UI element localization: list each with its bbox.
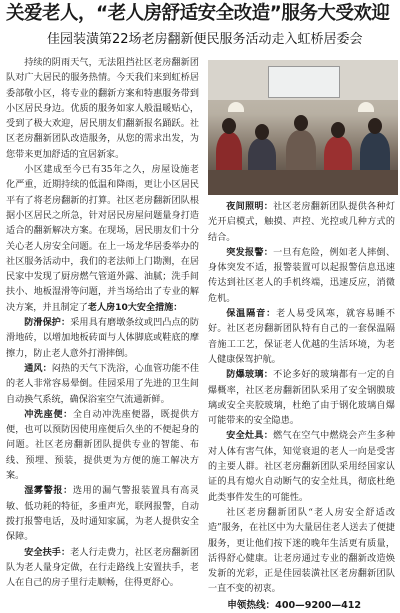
- measure-label: 夜间照明：: [226, 202, 274, 212]
- photo-person-head: [331, 122, 345, 138]
- photo-lamp: [228, 102, 244, 112]
- contact-hotline: 申领热线：400—9200—412: [227, 599, 362, 611]
- measures-heading: 老人房10大安全措施：: [87, 302, 183, 313]
- photo-table: [208, 170, 398, 195]
- paragraph: 防滑保护：采用具有磨墩条纹或凹凸点的防滑地砖，以增加地板砖面与人体脚底或鞋底的摩擦力，防止老人意外打滑摔倒。: [6, 318, 199, 359]
- measure-label: 安全扶手：: [24, 547, 71, 558]
- measure-label: 保温隔音：: [226, 309, 277, 320]
- paragraph: 安全灶具：燃气在空气中燃烧会产生多种对人体有害气体，知觉衰退的老人一向是受害的主要人群。社区老房翻新团队采用经国家认证的具有熄火自动断气的安全灶具，彻底杜绝此类事件发生的可能性。: [208, 431, 395, 503]
- paragraph: 夜间照明：社区老房翻新团队提供各种灯光开启模式，触摸、声控、光控或几种方式的结合。: [208, 202, 395, 243]
- photo-window: [268, 66, 340, 98]
- photo-person-head: [368, 118, 382, 134]
- headline: 关爱老人，“老人房舒适安全改造”服务大受欢迎: [6, 3, 390, 24]
- paragraph: 防爆玻璃：不论多好的玻璃都有一定的自爆概率，社区老房翻新团队采用了安全钢膜玻璃或安全夹胶玻璃，杜绝了由于钢化玻璃自爆可能带来的安全隐患。: [208, 370, 395, 427]
- paragraph: 湿雾警报：选用的漏气警报装置具有高灵敏、低功耗的特征，多重声光，联网报警，自动拨打报警电话，及时通知家属，为老人提供安全保障。: [6, 486, 199, 543]
- measure-label: 防爆玻璃：: [226, 370, 274, 381]
- photo-person-head: [294, 115, 308, 131]
- measure-label: 通风：: [24, 363, 52, 374]
- paragraph: 冲洗座便：全自动冲洗座便器，既提供方便，也可以预防因使用座便后久坐的不便起身的问题。社区老房翻新团队提供专业的智能、布线、预埋、预装，提供更为方便的施工解决方案。: [6, 409, 199, 482]
- article-column-left: [6, 56, 199, 591]
- subheadline: 佳园装潢第22场老房翻新便民服务活动走入虹桥居委会: [47, 32, 363, 47]
- paragraph: 小区建成至今已有35年之久，房屋设施老化严重，近期持续的低温和降雨，更让小区居民平有了将老房翻新的打算。社区老房翻新团队根据小区居民之所急，针对居民房屋问题量身打造适合的翻新解决方案。在现场，居民朋友们十分关心老人房安全问题。在上一场龙华居委举办的社区服务活动中，我们的老法师上门勘测，在居民家中发现了厨房燃气管道外露、油腻；洗手间扶小、地板湿滑等问题，并当场给出了专业的解决方案，并且制定了老人房10大安全措施：: [6, 165, 199, 313]
- photo-lamp: [358, 102, 374, 112]
- article-column-right: [208, 200, 395, 613]
- measure-label: 突发报警：: [226, 247, 274, 258]
- photo-person-head: [255, 124, 269, 140]
- event-photo: [208, 60, 398, 195]
- paragraph: 保温隔音：老人易受风寒，就容易睡不好。社区老房翻新团队特有自己的一套保温隔音施工工艺，保证老人优越的生活环境，为老人健康保驾护航。: [208, 309, 395, 365]
- measure-label: 湿雾警报：: [24, 486, 73, 497]
- paragraph: 通风：闷热的天气下洗浴，心血管功能不佳的老人非常容易晕倒。佳园采用了先进的卫生间自动换气系统，确保浴室空气流通新鲜。: [6, 363, 199, 405]
- photo-person-head: [222, 118, 236, 134]
- measure-label: 冲洗座便：: [24, 409, 73, 420]
- photo-person: [286, 130, 316, 175]
- paragraph: 社区老房翻新团队“老人房安全舒适改造”服务，在社区中为大量居住老人送去了便捷服务，更让他们按下迷的晚年生活更有质量，活得舒心健康。让老房通过专业的翻新改造焕发新的光彩，正是佳园装潢社区老房翻新团队一直不变的初衷。: [208, 507, 395, 595]
- measure-label: 安全灶具：: [226, 431, 274, 442]
- paragraph: 持续的阴雨天气，无法阻挡社区老房翻新团队对广大居民的服务热情。今天我们来到虹桥居委部敬小区，将专业的翻新方案和特惠服务带到小区居民身边。优质的服务如家人般温暖贴心，受到了极大欢迎，居民朋友们翻新报名踊跃。社区老房翻新团队改造服务，从您的需求出发，为您带来更加舒适的宜居新家。: [6, 58, 199, 160]
- paragraph: 安全扶手：老人行走费力，社区老房翻新团队为老人量身定做，在行走路线上安置扶手，老人在自己的房子里行走顺畅，住得更舒心。: [6, 547, 199, 589]
- paragraph: 突发报警：一旦有危险，例如老人摔倒、身体突发不适，报警装置可以起报警信息迅速传达到社区老人的手机终端，迅速反应，消微危机。: [208, 247, 395, 304]
- measure-label: 防滑保护：: [24, 318, 71, 329]
